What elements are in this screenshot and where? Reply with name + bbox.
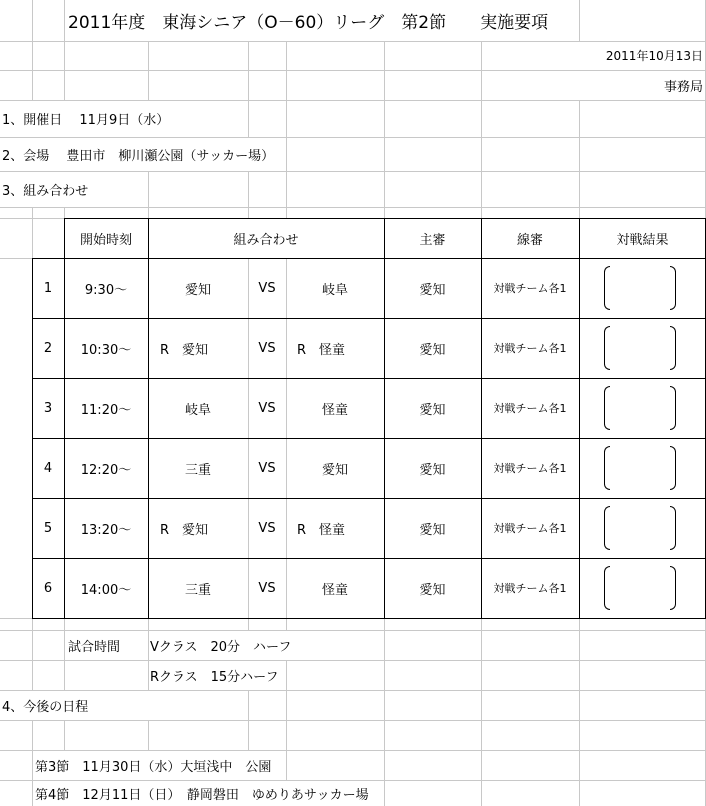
gridline xyxy=(286,207,287,218)
gridline xyxy=(0,660,706,661)
gridline xyxy=(481,720,482,750)
right-bracket-icon xyxy=(670,566,676,610)
gridline xyxy=(32,780,33,806)
start-time: 10:30～ xyxy=(80,342,132,358)
gridline xyxy=(286,690,287,720)
gridline xyxy=(286,41,287,70)
gridline xyxy=(384,618,385,630)
schedule-item: 第3節 11月30日（水）大垣浅中 公園 xyxy=(35,759,272,775)
gridline xyxy=(579,630,580,660)
gridline xyxy=(286,499,287,558)
issue-date: 2011年10月13日 xyxy=(605,49,703,63)
gridline xyxy=(384,41,385,70)
linesman: 対戦チーム各1 xyxy=(493,522,567,535)
gridline xyxy=(32,70,33,100)
left-bracket-icon xyxy=(604,446,610,490)
gridline xyxy=(384,171,385,207)
gridline xyxy=(579,750,580,780)
gridline xyxy=(481,750,482,780)
result-entry-field[interactable] xyxy=(604,386,676,430)
gridline xyxy=(64,630,65,660)
referee: 愛知 xyxy=(419,402,446,418)
gridline xyxy=(248,720,249,750)
gridline xyxy=(286,137,287,171)
right-bracket-icon xyxy=(670,386,676,430)
header-result: 対戦結果 xyxy=(616,232,669,248)
gridline xyxy=(384,720,385,750)
gridline xyxy=(579,690,580,720)
vs-label: VS xyxy=(258,520,276,536)
start-time: 9:30～ xyxy=(84,282,128,298)
r-class-time: Rクラス 15分ハーフ xyxy=(150,669,279,685)
upcoming-schedule-heading: 4、今後の日程 xyxy=(2,699,89,715)
schedule-item: 第4節 12月11日（日） 静岡磐田 ゆめりあサッカー場 xyxy=(35,787,369,803)
gridline xyxy=(32,630,33,660)
gridline xyxy=(248,100,249,137)
gridline xyxy=(32,207,33,218)
row-number: 6 xyxy=(43,580,53,596)
gridline xyxy=(64,70,65,100)
gridline xyxy=(384,100,385,137)
left-bracket-icon xyxy=(604,326,610,370)
gridline xyxy=(148,630,149,660)
gridline xyxy=(286,319,287,378)
gridline xyxy=(286,171,287,207)
away-team: R 怪童 xyxy=(297,522,346,538)
gridline xyxy=(579,660,580,690)
away-team: R 怪童 xyxy=(297,342,346,358)
result-entry-field[interactable] xyxy=(604,566,676,610)
linesman: 対戦チーム各1 xyxy=(493,402,567,415)
vs-label: VS xyxy=(258,340,276,356)
gridline xyxy=(148,171,149,207)
gridline xyxy=(384,207,385,218)
gridline xyxy=(481,137,482,171)
gridline xyxy=(0,207,706,208)
gridline xyxy=(148,660,149,690)
gridline xyxy=(148,720,149,750)
gridline xyxy=(286,618,287,630)
linesman: 対戦チーム各1 xyxy=(493,582,567,595)
matchups-heading: 3、組み合わせ xyxy=(2,183,89,199)
home-team: 三重 xyxy=(184,462,211,478)
row-number: 2 xyxy=(43,340,53,356)
away-team: 怪童 xyxy=(321,402,348,418)
gridline xyxy=(32,41,33,70)
gridline xyxy=(579,207,580,218)
left-bracket-icon xyxy=(604,386,610,430)
home-team: 愛知 xyxy=(184,282,211,298)
gridline xyxy=(286,70,287,100)
gridline xyxy=(32,0,33,41)
header-start-time: 開始時刻 xyxy=(79,232,132,248)
result-entry-field[interactable] xyxy=(604,506,676,550)
gridline xyxy=(481,207,482,218)
gridline xyxy=(579,0,580,41)
start-time: 11:20～ xyxy=(80,402,132,418)
gridline xyxy=(64,618,65,630)
home-team: R 愛知 xyxy=(160,522,209,538)
gridline xyxy=(579,100,580,137)
vs-label: VS xyxy=(258,280,276,296)
row-number: 1 xyxy=(43,280,53,296)
gridline xyxy=(384,780,385,806)
gridline xyxy=(32,720,33,750)
gridline xyxy=(32,660,33,690)
gridline xyxy=(481,630,482,660)
header-matchup: 組み合わせ xyxy=(233,232,299,248)
left-bracket-icon xyxy=(604,506,610,550)
referee: 愛知 xyxy=(419,582,446,598)
gridline xyxy=(248,41,249,70)
gridline xyxy=(32,618,33,630)
start-time: 14:00～ xyxy=(80,582,132,598)
gridline xyxy=(481,690,482,720)
away-team: 岐阜 xyxy=(321,282,348,298)
gridline xyxy=(286,100,287,137)
gridline xyxy=(384,137,385,171)
home-team: 三重 xyxy=(184,582,211,598)
gridline xyxy=(64,41,65,70)
gridline xyxy=(0,171,706,172)
away-team: 愛知 xyxy=(321,462,348,478)
result-entry-field[interactable] xyxy=(604,326,676,370)
gridline xyxy=(579,137,580,171)
gridline xyxy=(64,207,65,218)
header-referee: 主審 xyxy=(419,232,446,248)
referee: 愛知 xyxy=(419,342,446,358)
away-team: 怪童 xyxy=(321,582,348,598)
gridline xyxy=(64,0,65,41)
right-bracket-icon xyxy=(670,266,676,310)
gridline xyxy=(286,660,287,690)
gridline xyxy=(384,630,385,660)
gridline xyxy=(148,207,149,218)
home-team: R 愛知 xyxy=(160,342,209,358)
gridline xyxy=(579,171,580,207)
row-number: 5 xyxy=(43,520,53,536)
left-bracket-icon xyxy=(604,566,610,610)
vs-label: VS xyxy=(258,460,276,476)
linesman: 対戦チーム各1 xyxy=(493,282,567,295)
start-time: 13:20～ xyxy=(80,522,132,538)
gridline xyxy=(148,618,149,630)
gridline xyxy=(248,690,249,720)
referee: 愛知 xyxy=(419,522,446,538)
right-bracket-icon xyxy=(670,506,676,550)
row-number: 3 xyxy=(43,400,53,416)
result-entry-field[interactable] xyxy=(604,266,676,310)
gridline xyxy=(384,70,385,100)
left-bracket-icon xyxy=(604,266,610,310)
gridline xyxy=(148,70,149,100)
gridline xyxy=(248,171,249,207)
gridline xyxy=(579,780,580,806)
gridline xyxy=(384,690,385,720)
row-number: 4 xyxy=(43,460,53,476)
event-date: 1、開催日 11月9日（水） xyxy=(2,113,170,128)
gridline xyxy=(32,618,706,619)
gridline xyxy=(481,660,482,690)
gridline xyxy=(286,720,287,750)
gridline xyxy=(0,720,706,721)
gridline xyxy=(32,750,33,780)
gridline xyxy=(481,780,482,806)
venue: 2、会場 豊田市 柳川瀬公園（サッカー場） xyxy=(2,148,275,164)
header-linesman: 線審 xyxy=(516,232,543,248)
match-time-label: 試合時間 xyxy=(68,639,121,655)
gridline xyxy=(579,618,580,630)
gridline xyxy=(384,660,385,690)
gridline xyxy=(384,750,385,780)
gridline xyxy=(32,218,33,258)
gridline xyxy=(64,720,65,750)
right-bracket-icon xyxy=(670,326,676,370)
document-title: 2011年度 東海シニア（O－60）リーグ 第2節 実施要項 xyxy=(68,13,549,33)
gridline xyxy=(248,70,249,100)
linesman: 対戦チーム各1 xyxy=(493,342,567,355)
vs-label: VS xyxy=(258,400,276,416)
gridline xyxy=(248,618,249,630)
gridline xyxy=(481,100,482,137)
home-team: 岐阜 xyxy=(184,402,211,418)
right-bracket-icon xyxy=(670,446,676,490)
issuer: 事務局 xyxy=(663,79,703,95)
gridline xyxy=(148,41,149,70)
start-time: 12:20～ xyxy=(80,462,132,478)
gridline xyxy=(481,171,482,207)
gridline xyxy=(64,660,65,690)
linesman: 対戦チーム各1 xyxy=(493,462,567,475)
vs-label: VS xyxy=(258,580,276,596)
v-class-time: Vクラス 20分 ハーフ xyxy=(150,639,292,655)
gridline xyxy=(286,750,287,780)
result-entry-field[interactable] xyxy=(604,446,676,490)
gridline xyxy=(481,618,482,630)
gridline xyxy=(0,690,706,691)
referee: 愛知 xyxy=(419,282,446,298)
gridline xyxy=(579,720,580,750)
referee: 愛知 xyxy=(419,462,446,478)
gridline xyxy=(248,207,249,218)
